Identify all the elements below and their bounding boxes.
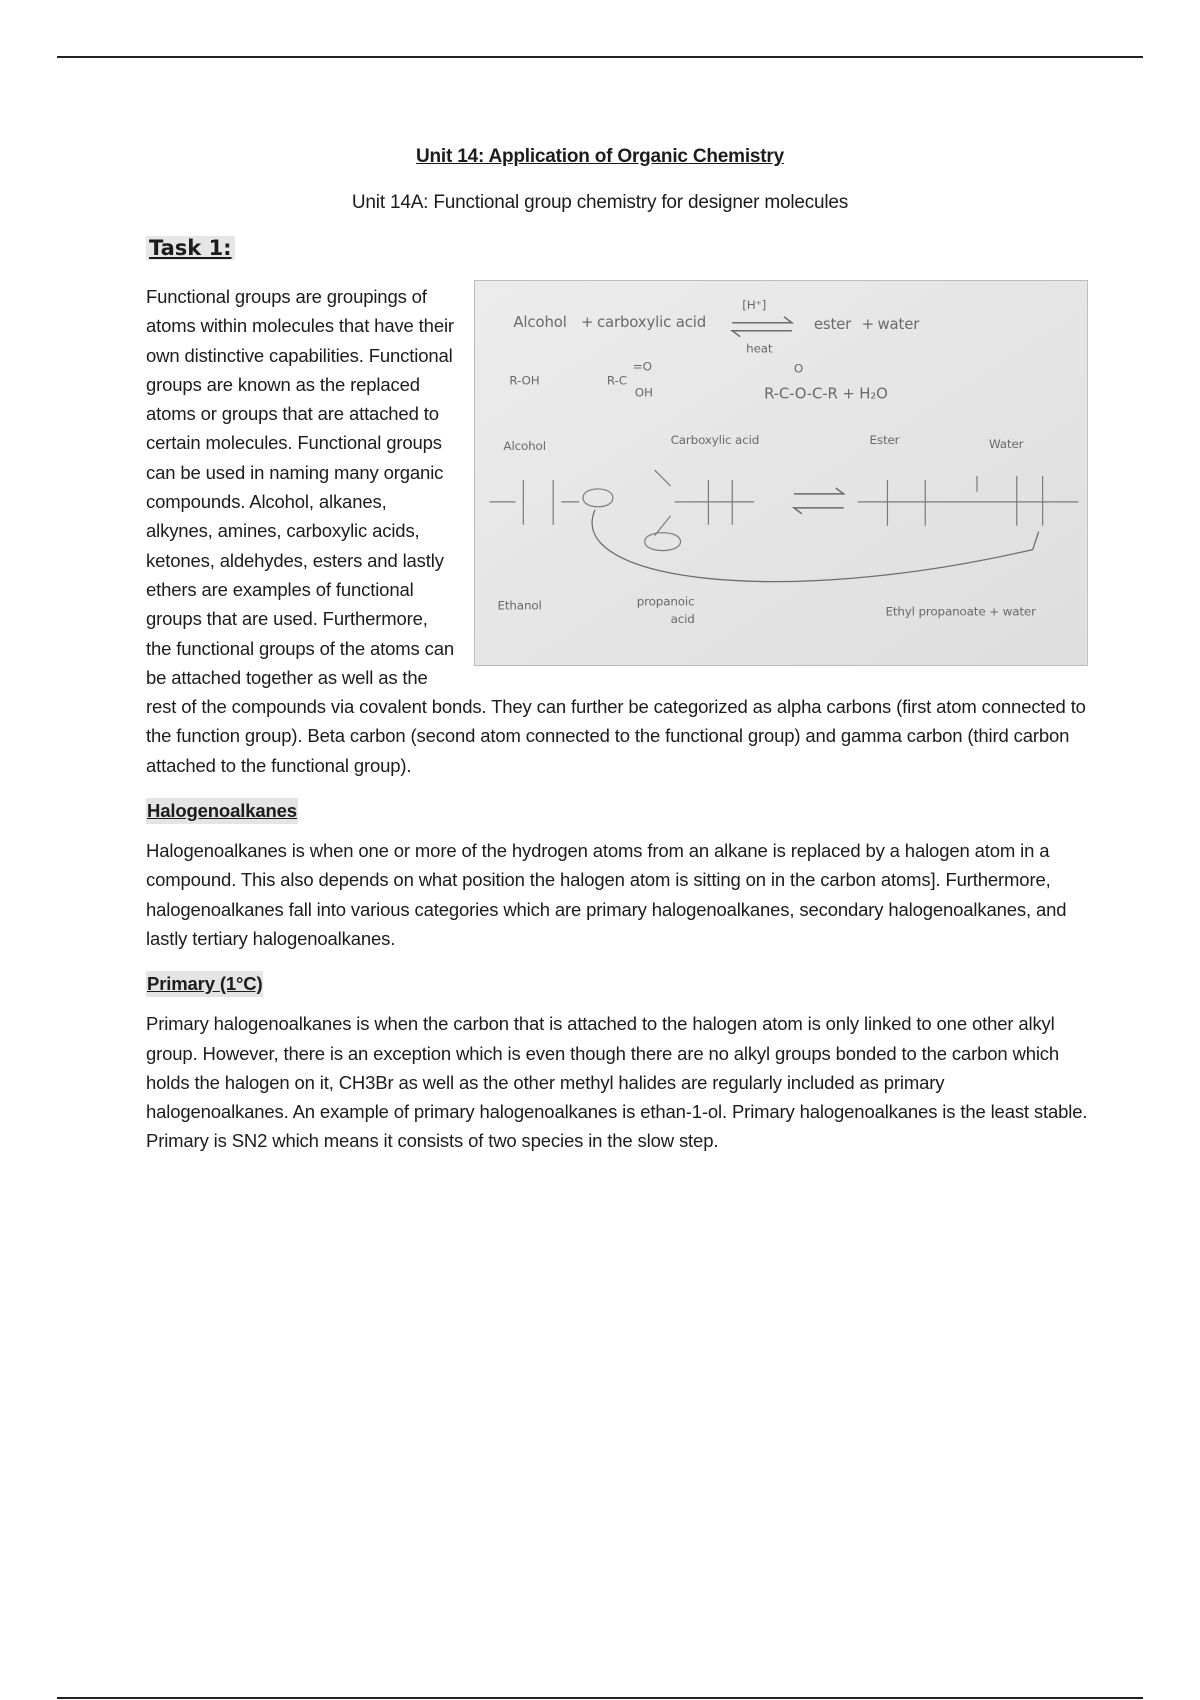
eq-plus-2: +	[861, 314, 874, 333]
name-ethanol: Ethanol	[497, 598, 542, 613]
general-alcohol: R-OH	[509, 373, 540, 388]
general-acid-o: =O	[632, 359, 652, 374]
general-ester: R-C-O-C-R + H₂O	[764, 384, 888, 403]
name-product: Ethyl propanoate + water	[885, 604, 1036, 619]
document-title: Unit 14: Application of Organic Chemistry	[416, 146, 784, 167]
eq-reactant-alcohol: Alcohol	[513, 312, 567, 331]
eq-reactant-acid: carboxylic acid	[596, 312, 707, 331]
document-subtitle: Unit 14A: Functional group chemistry for designer molecules	[351, 192, 849, 213]
esterification-sketch	[475, 281, 1087, 665]
general-ester-o: O	[793, 361, 804, 376]
task-heading: Task 1:	[146, 236, 235, 260]
document-body	[146, 282, 1088, 1156]
general-acid: R-C	[606, 373, 627, 388]
halogenoalkanes-heading: Halogenoalkanes	[146, 798, 298, 824]
top-rule	[57, 56, 1143, 58]
eq-plus: +	[581, 312, 594, 331]
general-acid-oh: OH	[634, 385, 653, 400]
eq-product-ester: ester	[813, 314, 852, 333]
label-alcohol: Alcohol	[503, 439, 546, 454]
eq-catalyst: [H⁺]	[742, 297, 767, 312]
intro-paragraph: Functional groups are groupings of atoms within molecules that have their own distinctive capabilities. Functional groups are known as the replaced atoms or groups that are attached to certain molecules. Functional groups can be used in naming many organic compounds. Alcohol, alkanes, alkynes, amines, carboxylic acids, ketones, aldehydes, esters and lastly ethers are examples of functional groups that are used. Furthermore, the functional groups of the atoms can be attached together as well as the rest of the compounds via covalent bonds. They can further be categorized as alpha carbons (first atom connected to the function group). Beta carbon (second atom connected to the functional group) and gamma carbon (third carbon attached to the functional group).	[146, 286, 1086, 776]
name-acid: acid	[670, 612, 695, 627]
esterification-figure	[474, 280, 1088, 666]
halogenoalkanes-paragraph: Halogenoalkanes is when one or more of the hydrogen atoms from an alkane is replaced by a halogen atom in a compound. This also depends on what position the halogen atom is sitting on in the carbon atoms]. Furthermore, halogenoalkanes fall into various categories which are primary halogenoalkanes, secondary halogenoalkanes, and lastly tertiary halogenoalkanes.	[146, 840, 1067, 949]
bottom-rule	[57, 1697, 1143, 1699]
label-acid: Carboxylic acid	[670, 433, 760, 448]
eq-condition: heat	[746, 341, 773, 356]
eq-product-water: water	[877, 314, 920, 333]
label-water: Water	[988, 437, 1024, 452]
primary-heading: Primary (1°C)	[146, 971, 263, 997]
name-propanoic: propanoic	[636, 594, 695, 609]
primary-paragraph: Primary halogenoalkanes is when the carbon that is attached to the halogen atom is only linked to one other alkyl group. However, there is an exception which is even though there are no alkyl groups bonded to the carbon which holds the halogen on it, CH3Br as well as the other methyl halides are regularly included as primary halogenoalkanes. An example of primary halogenoalkanes is ethan-1-ol. Primary halogenoalkanes is the least stable. Primary is SN2 which means it consists of two species in the slow step.	[146, 1013, 1088, 1152]
label-ester: Ester	[869, 433, 900, 448]
